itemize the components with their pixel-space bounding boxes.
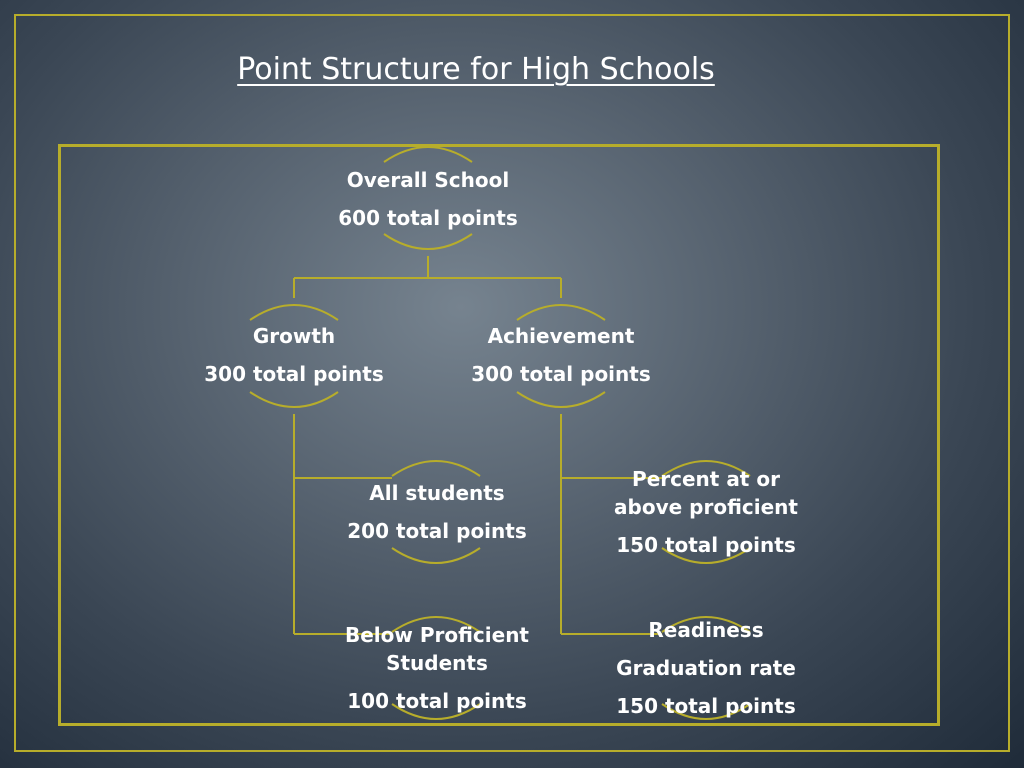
node-growth: [184, 324, 404, 386]
achievement-bottom-arc: [517, 392, 605, 407]
node-achievement: [451, 324, 671, 386]
growth-top-arc: [250, 305, 338, 320]
achievement-top-arc: [517, 305, 605, 320]
node-name: All students: [369, 481, 505, 505]
node-overall-school: [318, 168, 538, 230]
node-below-proficient: [316, 621, 558, 713]
node-points: 300 total points: [204, 362, 384, 386]
page-title: Point Structure for High Schools: [237, 52, 715, 87]
node-name: Growth: [252, 324, 336, 348]
node-points: 150 total points: [616, 694, 796, 718]
overall-top-arc: [384, 147, 472, 162]
node-name: Below Proficient Students: [344, 623, 529, 675]
node-name: Readiness: [648, 618, 764, 642]
node-name: Achievement: [487, 324, 635, 348]
node-subname: Graduation rate: [616, 656, 796, 680]
node-all-students: [326, 481, 548, 543]
node-percent-proficient: [586, 465, 826, 557]
node-points: 200 total points: [347, 519, 527, 543]
all-students-bottom-arc: [392, 548, 480, 563]
node-points: 300 total points: [471, 362, 651, 386]
growth-bottom-arc: [250, 392, 338, 407]
overall-bottom-arc: [384, 234, 472, 249]
node-points: 600 total points: [338, 206, 518, 230]
node-points: 150 total points: [616, 533, 796, 557]
node-points: 100 total points: [347, 689, 527, 713]
node-readiness: [586, 618, 826, 718]
node-name: Percent at or above proficient: [614, 467, 798, 519]
node-name: Overall School: [346, 168, 510, 192]
all-students-top-arc: [392, 461, 480, 476]
